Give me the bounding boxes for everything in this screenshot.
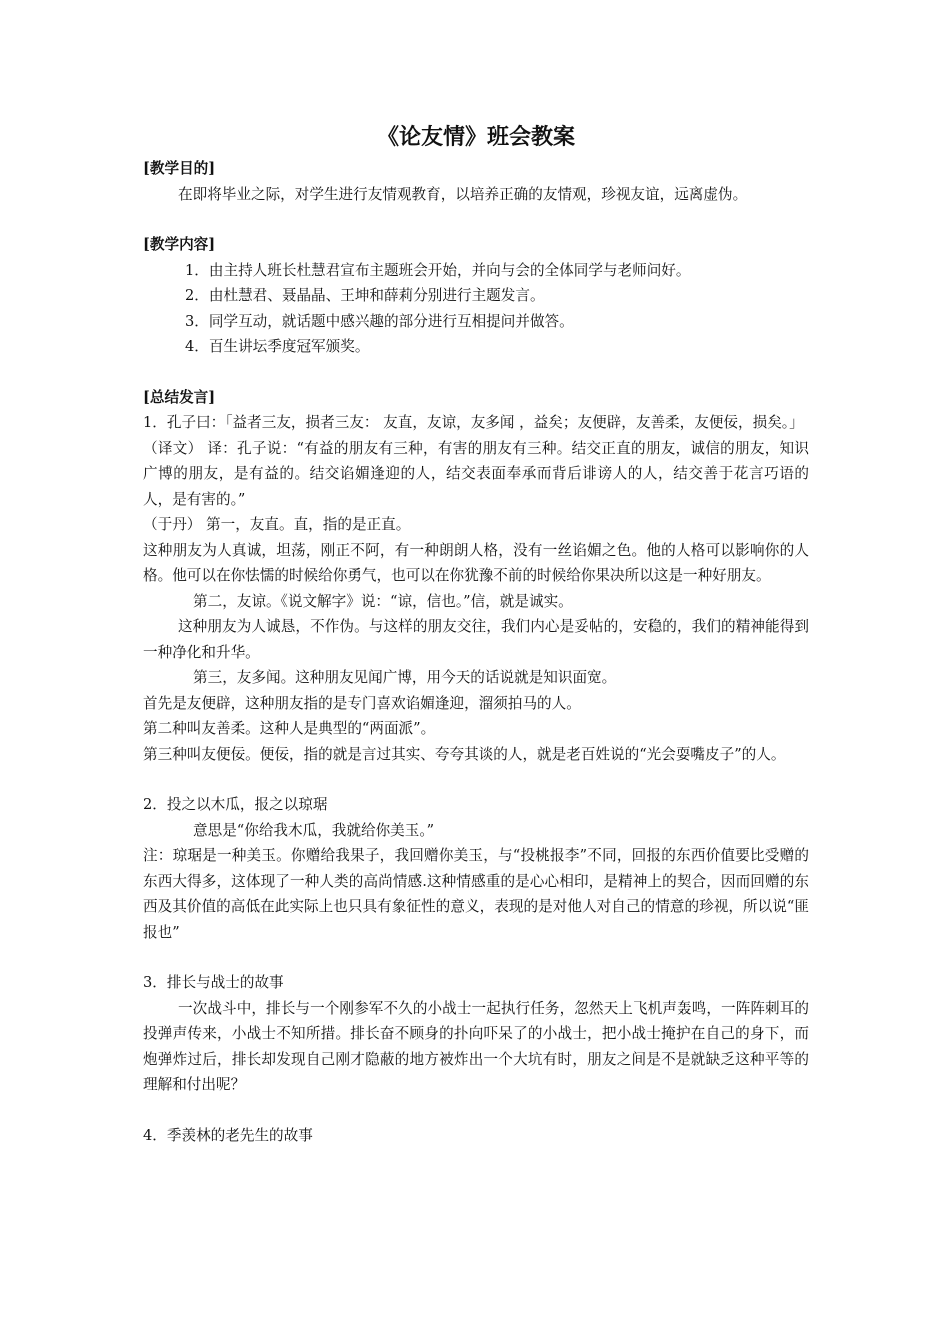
paragraph: 这种朋友为人真诚，坦荡，刚正不阿，有一种朗朗人格，没有一丝谄媚之色。他的人格可以影响你的人格。他可以在你怯懦的时候给你勇气，也可以在你犹豫不前的时候给你果决所以这是一种好朋友。 — [143, 541, 809, 584]
list-item: 1．由主持人班长杜慧君宣布主题班会开始，并向与会的全体同学与老师问好。 — [185, 261, 691, 279]
spacer — [143, 360, 809, 385]
section-heading-summary: [总结发言] — [143, 388, 216, 406]
paragraph: 意思是“你给我木瓜，我就给你美玉。” — [193, 821, 435, 839]
document-page — [143, 118, 809, 1148]
subsection-title: 3．排长与战士的故事 — [143, 974, 284, 991]
spacer — [143, 945, 809, 970]
spacer — [143, 767, 809, 792]
subsection-title: 4．季羡林的老先生的故事 — [143, 1126, 313, 1144]
spacer — [143, 1098, 809, 1123]
purpose-text: 在即将毕业之际，对学生进行友情观教育，以培养正确的友情观，珍视友谊，远离虚伪。 — [178, 185, 748, 203]
list-item: 2．由杜慧君、聂晶晶、王坤和薛莉分别进行主题发言。 — [185, 287, 545, 304]
subsection-title: 2．投之以木瓜，报之以琼琚 — [143, 796, 328, 813]
paragraph: 首先是友便辟，这种朋友指的是专门喜欢谄媚逢迎，溜须拍马的人。 — [143, 694, 581, 712]
yudan-commentary: （于丹） 第一，友直。直，指的是正直。 — [143, 516, 411, 533]
paragraph: 第二种叫友善柔。这种人是典型的“两面派”。 — [143, 720, 436, 737]
list-item: 4．百生讲坛季度冠军颁奖。 — [185, 338, 370, 355]
paragraph: 一次战斗中，排长与一个刚参军不久的小战士一起执行任务，忽然天上飞机声轰鸣，一阵阵刺耳的投弹声传来，小战士不知所措。排长奋不顾身的扑向吓呆了的小战士，把小战士掩护在自己的身下，而炮弹炸过后，排长却发现自己刚才隐蔽的地方被炸出一个大坑有时，朋友之间是不是就缺乏这种平等的理解和付出呢？ — [143, 999, 809, 1093]
confucius-quote: 1．孔子曰：「益者三友，损者三友： 友直，友谅，友多闻 ，益矣；友便辟，友善柔，友便佞，损矣。」 — [143, 414, 804, 431]
paragraph: 注：琼琚是一种美玉。你赠给我果子，我回赠你美玉，与“投桃报李”不同，回报的东西价值要比受赠的东西大得多，这体现了一种人类的高尚情感.这种情感重的是心心相印，是精神上的契合，因而回赠的东西及其价值的高低在此实际上也只具有象征性的意义，表现的是对他人对自己的情意的珍视，所以说“匪报也” — [143, 847, 809, 941]
list-item: 3．同学互动，就话题中感兴趣的部分进行互相提问并做答。 — [185, 312, 574, 330]
paragraph: 第三种叫友便佞。便佞，指的就是言过其实、夸夸其谈的人，就是老百姓说的“光会耍嘴皮子”的人。 — [143, 745, 786, 763]
paragraph: 第三，友多闻。这种朋友见闻广博，用今天的话说就是知识面宽。 — [193, 669, 617, 686]
paragraph: 第二，友谅。《说文解字》说：“谅，信也。”信，就是诚实。 — [193, 592, 573, 610]
section-heading-content: [教学内容] — [143, 236, 216, 253]
spacer — [143, 207, 809, 232]
section-heading-purpose: [教学目的] — [143, 160, 216, 177]
paragraph: 这种朋友为人诚恳，不作伪。与这样的朋友交往，我们内心是妥帖的，安稳的，我们的精神能得到一种净化和升华。 — [143, 618, 809, 661]
page-title: 《论友情》班会教案 — [376, 124, 575, 150]
quote-translation: （译文） 译：孔子说：“有益的朋友有三种，有害的朋友有三种。结交正直的朋友，诚信的朋友，知识广博的朋友，是有益的。结交谄媚逢迎的人，结交表面奉承而背后诽谤人的人，结交善于花言巧语的人，是有害的。” — [143, 439, 809, 508]
